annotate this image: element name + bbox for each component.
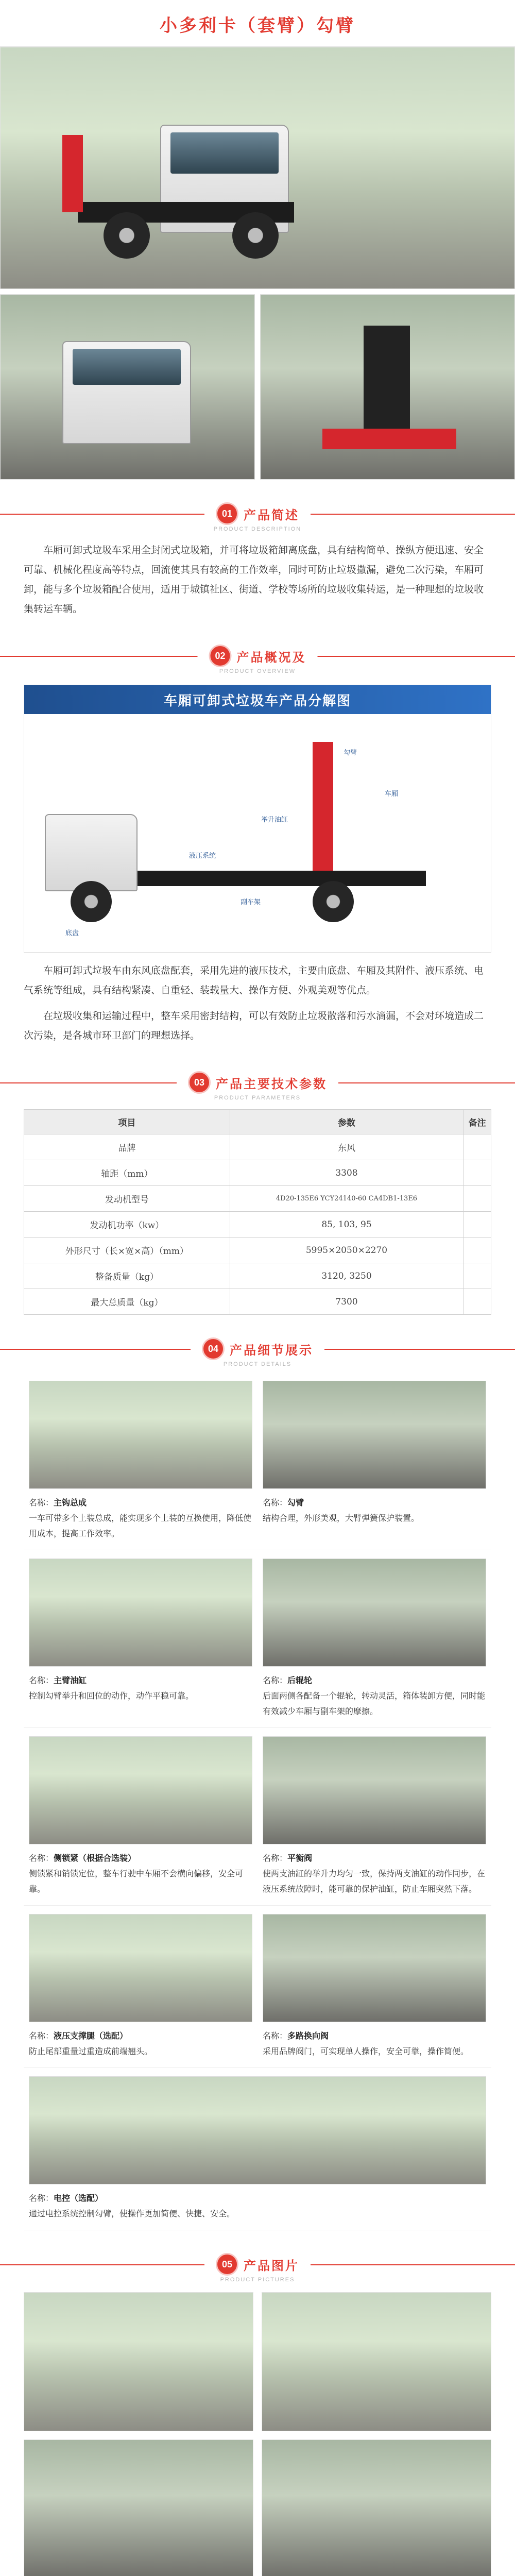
rear-view-photo [260,294,515,480]
detail-photo [29,1381,252,1489]
detail-name-label: 名称： [29,1498,54,1507]
detail-row [24,1728,491,1906]
section-subtitle: PRODUCT DETAILS [223,1361,292,1367]
section-number: 05 [216,2253,238,2276]
spec-table-body [24,1134,491,1315]
section-header-gallery [0,2244,515,2288]
spec-cell: 7300 [230,1289,463,1315]
detail-name-value: 主钩总成 [54,1498,87,1507]
detail-name-label: 名称： [263,1498,288,1507]
detail-description: 使两支油缸的举升力均匀一致，保持两支油缸的动作同步，在液压系统故障时，能可靠的保护油缸，防止车厢突然下落。 [263,1869,486,1894]
detail-description: 采用品牌阀门，可实现单人操作，安全可靠，操作简便。 [263,2046,469,2056]
section-title: 产品概况及 [236,649,306,665]
detail-photo [263,1381,486,1489]
detail-name-value: 电控（选配） [54,2193,104,2203]
detail-description: 侧锁紧和销锁定位，整车行驶中车厢不会横向偏移，安全可靠。 [29,1869,244,1894]
detail-text [29,1851,252,1897]
spec-cell: 发动机功率（kw） [24,1212,230,1238]
detail-item [258,1906,491,2067]
detail-photo [29,1914,252,2022]
detail-name-value: 多路换向阀 [287,2031,329,2041]
spec-cell: 3120, 3250 [230,1263,463,1289]
section-header-intro [0,493,515,537]
detail-item [24,1728,258,1905]
detail-name-label: 名称： [263,2031,288,2041]
detail-item [24,1372,258,1550]
detail-text [263,2028,486,2059]
detail-name-label: 名称： [29,1853,54,1863]
detail-item [24,1906,258,2067]
detail-text [263,1673,486,1719]
diagram-banner: 车厢可卸式垃圾车产品分解图 [24,685,491,714]
diagram-label: 勾臂 [344,749,357,756]
diagram-label: 底盘 [65,929,79,937]
section-number: 04 [202,1337,225,1360]
section-title: 产品细节展示 [230,1342,313,1358]
spec-cell: 最大总质量（kg） [24,1289,230,1315]
truck-windshield-shape [170,132,279,174]
detail-name-label: 名称： [263,1853,288,1863]
detail-text [29,2191,486,2222]
detail-text [263,1495,486,1526]
section-header-features [0,635,515,680]
section-number: 03 [188,1071,211,1094]
gallery-photo[interactable] [262,2292,491,2431]
spec-cell [464,1160,491,1186]
diagram-label: 举升油缸 [261,816,288,823]
detail-row [24,1906,491,2068]
detail-description: 结构合理，外形美观，大臂弹簧保护装置。 [263,1513,420,1523]
detail-row [24,1372,491,1550]
spec-cell: 东风 [230,1134,463,1160]
detail-description: 后面两侧各配备一个辊轮，转动灵活，箱体装卸方便，同时能有效减少车厢与副车架的摩擦。 [263,1691,486,1716]
wheel-shape [313,881,354,922]
section-number: 02 [209,645,232,667]
details-list [0,1372,515,2230]
wheel-shape [71,881,112,922]
detail-item [258,1728,491,1905]
section-subtitle: PRODUCT OVERVIEW [219,668,296,674]
detail-item [258,1550,491,1727]
truck-windshield-shape [73,349,181,385]
features-paragraph-1: 车厢可卸式垃圾车由东风底盘配套，采用先进的液压技术，主要由底盘、车厢及其附件、液压系统、电气系统等组成，具有结构紧凑、自重轻、装载量大、操作方便、外观美观等优点。 [24,965,484,996]
detail-name-value: 侧锁紧（根据合选装） [54,1853,136,1863]
spec-row [24,1186,491,1212]
detail-item [258,1372,491,1550]
section-number: 01 [216,502,238,525]
diagram-frame-shape [138,871,426,886]
spec-row [24,1263,491,1289]
spec-row [24,1134,491,1160]
detail-description: 通过电控系统控制勾臂，使操作更加简便、快捷、安全。 [29,2209,235,2218]
spec-cell: 5995×2050×2270 [230,1238,463,1263]
spec-cell [464,1212,491,1238]
detail-text [263,1851,486,1897]
section-subtitle: PRODUCT PARAMETERS [214,1095,301,1101]
detail-description: 一车可带多个上装总成，能实现多个上装的互换使用，降低使用成本，提高工作效率。 [29,1513,252,1538]
hero-truck-photo [0,47,515,289]
spec-header-value: 参数 [230,1110,463,1134]
diagram-label: 车厢 [385,790,399,798]
spec-cell: 发动机型号 [24,1186,230,1212]
spec-cell [464,1134,491,1160]
spec-cell: 外形尺寸（长×宽×高）（mm） [24,1238,230,1263]
detail-description: 控制勾臂举升和回位的动作，动作平稳可靠。 [29,1691,194,1701]
gallery-photo[interactable] [262,2439,491,2576]
spec-cell: 3308 [230,1160,463,1186]
spec-cell: 4D20-135E6 YCY24140-60 CA4DB1-13E6 [230,1186,463,1212]
diagram-hook-shape [313,742,333,871]
spec-cell: 整备质量（kg） [24,1263,230,1289]
spec-cell: 品牌 [24,1134,230,1160]
section-title: 产品简述 [244,507,299,522]
exploded-diagram [24,685,491,953]
truck-hook-arm-shape [364,326,410,439]
detail-text [29,1673,252,1704]
spec-cell: 轴距（mm） [24,1160,230,1186]
detail-name-label: 名称： [29,1675,54,1685]
detail-name-label: 名称： [29,2031,54,2041]
diagram-label: 副车架 [241,898,261,906]
front-view-photo [0,294,255,480]
detail-name-value: 勾臂 [287,1498,304,1507]
diagram-label: 液压系统 [189,852,216,859]
intro-paragraph: 车厢可卸式垃圾车采用全封闭式垃圾箱，并可将垃圾箱卸离底盘，具有结构简单、操纵方便迅速、安全可靠、机械化程度高等特点，回流使其具有较高的工作效率，同时可防止垃圾撒漏，避免二次污染，车厢可卸，能与多个垃圾箱配合使用，适用于城镇社区、街道、学校等场所的垃圾收集转运，是一种理想的垃圾收集转运车辆。 [24,545,484,615]
detail-photo [263,1558,486,1667]
wheel-shape [104,212,150,259]
wheel-shape [232,212,279,259]
detail-name-label: 名称： [29,2193,54,2203]
gallery-photo[interactable] [24,2439,253,2576]
spec-row [24,1160,491,1186]
detail-description: 防止尾部重量过重造成前端翘头。 [29,2046,153,2056]
spec-cell [464,1186,491,1212]
section-header-details [0,1328,515,1372]
gallery-grid [24,2292,491,2576]
detail-photo [263,1914,486,2022]
front-rear-photos [0,294,515,480]
spec-cell [464,1238,491,1263]
section-subtitle: PRODUCT DESCRIPTION [213,526,302,532]
spec-table [24,1109,491,1315]
detail-name-value: 后辊轮 [287,1675,313,1685]
diagram-cab-shape [45,814,138,891]
detail-name-value: 液压支撑腿（选配） [54,2031,128,2041]
spec-row [24,1289,491,1315]
section-header-specs [0,1062,515,1106]
detail-name-value: 平衡阀 [287,1853,313,1863]
truck-tail-shape [322,429,456,449]
spec-cell: 85, 103, 95 [230,1212,463,1238]
detail-item [24,1550,258,1727]
features-paragraph-2: 在垃圾收集和运输过程中，整车采用密封结构，可以有效防止垃圾散落和污水滴漏，不会对环境造成二次污染，是各城市环卫部门的理想选择。 [24,1010,484,1041]
section-subtitle: PRODUCT PICTURES [220,2277,295,2283]
detail-name-label: 名称： [263,1675,288,1685]
detail-text [29,2028,252,2059]
section-title: 产品图片 [244,2258,299,2273]
detail-name-value: 主臂油缸 [54,1675,87,1685]
spec-header-item: 项目 [24,1110,230,1134]
detail-item [24,2068,491,2230]
page-title: 小多利卡（套臂）勾臂 [0,0,515,47]
section-title: 产品主要技术参数 [216,1076,327,1091]
detail-photo [263,1736,486,1844]
detail-photo [29,1736,252,1844]
truck-hook-arm-shape [62,135,83,212]
gallery-photo[interactable] [24,2292,253,2431]
detail-photo [29,1558,252,1667]
detail-text [29,1495,252,1541]
detail-photo [29,2076,486,2184]
spec-cell [464,1263,491,1289]
spec-header-remark: 备注 [464,1110,491,1134]
detail-row [24,2068,491,2230]
spec-row [24,1238,491,1263]
spec-cell [464,1289,491,1315]
detail-row [24,1550,491,1728]
spec-row [24,1212,491,1238]
